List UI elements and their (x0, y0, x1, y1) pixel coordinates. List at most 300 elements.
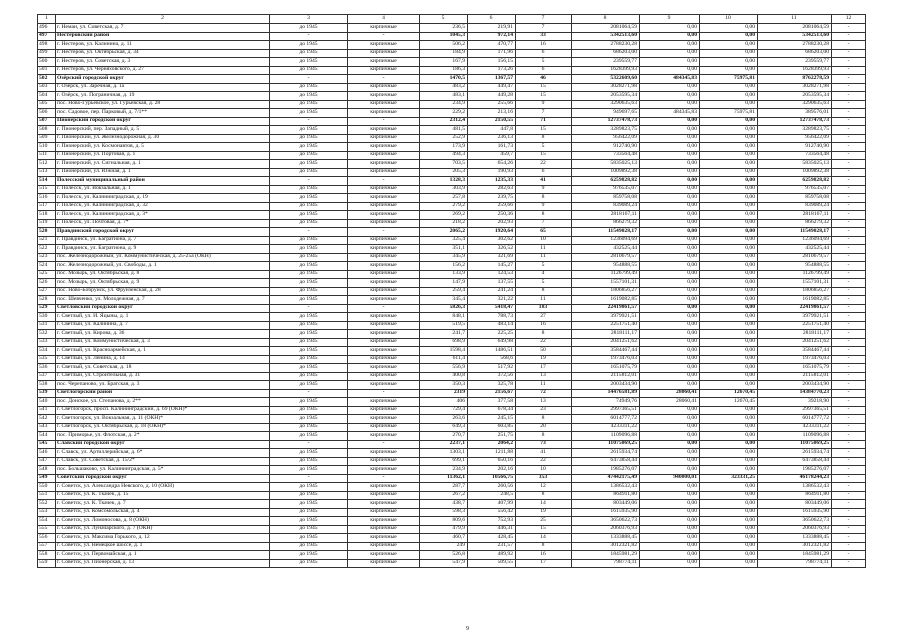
table-cell: кирпичные (348, 355, 420, 364)
table-cell: кирпичные (348, 211, 420, 220)
table-cell: 1973476,03 (758, 355, 832, 364)
table-cell: - (270, 32, 348, 41)
table-cell: 260,56 (468, 483, 516, 492)
table-cell: 516 (38, 194, 56, 203)
table-cell: - (832, 364, 866, 373)
table-cell: 19 (516, 355, 572, 364)
table-row (38, 83, 866, 92)
table-cell: 0,00 (640, 500, 700, 509)
table-cell: 10 (516, 236, 572, 245)
table-cell: 74949,76 (572, 398, 640, 407)
table-row (38, 168, 866, 177)
table-cell: 2150,55 (468, 117, 516, 126)
table-cell: 0,00 (640, 381, 700, 390)
table-cell: до 1945 (270, 381, 348, 390)
table-cell: 4 (516, 270, 572, 279)
table-cell: 0,00 (640, 168, 700, 177)
table-cell: - (348, 304, 420, 313)
table-cell: - (832, 32, 866, 41)
table-cell: 912740,90 (572, 143, 640, 152)
table-cell: 508 (38, 126, 56, 135)
table-cell: - (832, 296, 866, 305)
table-cell: 1045,3 (420, 32, 468, 41)
table-cell: кирпичные (348, 423, 420, 432)
table-cell: 2615934,74 (572, 449, 640, 458)
table-row (38, 500, 866, 509)
table-cell: до 1945 (270, 126, 348, 135)
table-cell: до 1945 (270, 559, 348, 568)
table-cell: 11549028,17 (572, 228, 640, 237)
table-cell: пос. Железнодорожный, ул. Свободы, д. 1 (56, 262, 270, 271)
table-cell: до 1945 (270, 372, 348, 381)
table-cell: 506,2 (420, 41, 468, 50)
table-cell: 509,55 (468, 559, 516, 568)
table-cell: - (270, 440, 348, 449)
table-cell: 236,13 (468, 134, 516, 143)
table-cell: 848,1 (420, 313, 468, 322)
table-cell: 3650622,73 (758, 517, 832, 526)
table-cell: 5 (516, 58, 572, 67)
table-cell: пос. Донское, ул. Степанова, д. 2** (56, 398, 270, 407)
table-cell: 2041251,62 (572, 338, 640, 347)
table-cell: до 1945 (270, 432, 348, 441)
table-cell: 15 (516, 151, 572, 160)
table-cell: 202,16 (468, 466, 516, 475)
table-cell: - (348, 75, 420, 84)
table-cell: - (832, 194, 866, 203)
table-cell: 234,9 (420, 466, 468, 475)
table-cell: до 1945 (270, 321, 348, 330)
table-cell: 0,00 (700, 381, 758, 390)
table-cell: 504 (38, 92, 56, 101)
table-cell: 11 (516, 245, 572, 254)
table-cell: 0,00 (700, 160, 758, 169)
table-cell: 11075069,25 (758, 440, 832, 449)
table-cell: 145,27 (468, 262, 516, 271)
table-row (38, 253, 866, 262)
table-cell: 0,00 (640, 559, 700, 568)
table-cell: 510 (38, 143, 56, 152)
table-cell: 509 (38, 134, 56, 143)
table-row (38, 270, 866, 279)
table-cell: 603,85 (468, 423, 516, 432)
column-number-cell: 9 (640, 15, 700, 24)
table-cell: 0,00 (700, 168, 758, 177)
table-cell: 0,00 (700, 287, 758, 296)
table-cell: 976535,07 (758, 185, 832, 194)
table-cell: 13 (516, 398, 572, 407)
table-cell: 5342513,60 (572, 32, 640, 41)
table-cell: 912740,90 (758, 143, 832, 152)
table-cell: до 1945 (270, 457, 348, 466)
table-cell: 279,2 (420, 202, 468, 211)
table-cell: 2319 (420, 389, 468, 398)
table-cell: г. Советск, ул. Александра Невского, д. 10 (ОКН) (56, 483, 270, 492)
table-cell: 528 (38, 296, 56, 305)
table-row (38, 525, 866, 534)
table-cell: - (832, 117, 866, 126)
table-cell: 649,98 (468, 338, 516, 347)
table-cell: 257,8 (420, 194, 468, 203)
table-cell: пос. Приморье, ул. Флотская, д. 2* (56, 432, 270, 441)
table-cell: 532 (38, 330, 56, 339)
table-cell: 446,31 (468, 525, 516, 534)
table-row (38, 355, 866, 364)
table-cell: 0,00 (640, 194, 700, 203)
table-cell: 15 (516, 126, 572, 135)
table-cell: 0,00 (700, 236, 758, 245)
table-cell: - (832, 483, 866, 492)
table-cell: г. Пионерский, ул. Портовая, д. 1 (56, 151, 270, 160)
table-cell: 1386532,43 (758, 483, 832, 492)
table-cell: 75975,81 (700, 109, 758, 118)
table-cell: 954888,55 (758, 262, 832, 271)
table-cell: - (348, 474, 420, 483)
district-total-row (38, 117, 866, 126)
table-cell: 1845981,29 (572, 551, 640, 560)
table-cell: 1651075,79 (758, 364, 832, 373)
table-cell: г. Светлогорск, ул. Октябрьская, д. 18 (ОКН)* (56, 423, 270, 432)
table-cell: Озёрский городской округ (56, 75, 270, 84)
table-row (38, 92, 866, 101)
table-cell: до 1945 (270, 449, 348, 458)
table-cell: 245,15 (468, 415, 516, 424)
table-cell: 1973476,03 (572, 355, 640, 364)
table-cell: 531 (38, 321, 56, 330)
district-total-row (38, 177, 866, 186)
table-cell: 3012321,82 (572, 542, 640, 551)
table-cell: до 1945 (270, 347, 348, 356)
table-cell: кирпичные (348, 24, 420, 33)
table-row (38, 262, 866, 271)
table-cell: 71 (516, 117, 572, 126)
table-cell: кирпичные (348, 202, 420, 211)
table-row (38, 330, 866, 339)
table-row (38, 372, 866, 381)
table-cell: до 1945 (270, 279, 348, 288)
table-cell: кирпичные (348, 406, 420, 415)
table-cell: г. Советск, ул. Немецкое шоссе, д. 1 (56, 542, 270, 551)
table-cell: 0,00 (700, 134, 758, 143)
table-cell: 557 (38, 542, 56, 551)
table-cell: 1651075,79 (572, 364, 640, 373)
table-cell: 0,00 (700, 432, 758, 441)
table-cell: 0,00 (700, 500, 758, 509)
table-cell: 428,45 (468, 534, 516, 543)
table-cell: 22419861,57 (758, 304, 832, 313)
table-cell: 22 (516, 160, 572, 169)
table-cell: - (832, 245, 866, 254)
table-cell: 33 (516, 32, 572, 41)
table-cell: 0,00 (700, 313, 758, 322)
table-cell: 866279,32 (572, 219, 640, 228)
table-cell: 0,00 (700, 508, 758, 517)
table-cell: 0,00 (700, 177, 758, 186)
table-cell: - (832, 177, 866, 186)
table-cell: Светловский городской округ (56, 304, 270, 313)
table-row (38, 347, 866, 356)
table-cell: 225,25 (468, 330, 516, 339)
table-cell: 535 (38, 355, 56, 364)
table-row (38, 415, 866, 424)
table-cell: кирпичные (348, 279, 420, 288)
table-cell: 541 (38, 406, 56, 415)
table-cell: кирпичные (348, 58, 420, 67)
table-cell: 234,9 (420, 100, 468, 109)
table-cell: 866279,32 (758, 219, 832, 228)
table-cell: - (832, 287, 866, 296)
table-cell: 527 (38, 287, 56, 296)
table-cell: 41 (516, 177, 572, 186)
table-cell: 4233311,22 (758, 423, 832, 432)
table-cell: до 1945 (270, 194, 348, 203)
table-cell: 733564,48 (758, 151, 832, 160)
table-cell: 0,00 (700, 559, 758, 568)
table-row (38, 49, 866, 58)
table-cell: 0,00 (700, 211, 758, 220)
table-cell: 537 (38, 372, 56, 381)
table-cell: до 1945 (270, 245, 348, 254)
table-cell: г. Нестеров, ул. Черняховского, д. 27 (56, 66, 270, 75)
table-cell: 460,7 (420, 534, 468, 543)
table-cell: 15 (516, 525, 572, 534)
table-cell: 3584467,44 (758, 347, 832, 356)
table-cell: 501 (38, 66, 56, 75)
table-cell: 611,4 (420, 355, 468, 364)
table-cell: 686203,00 (572, 49, 640, 58)
table-cell: 519 (38, 219, 56, 228)
table-cell: 2818167,11 (572, 211, 640, 220)
table-cell: до 1945 (270, 92, 348, 101)
table-cell: 2041251,62 (758, 338, 832, 347)
column-number-cell: 8 (572, 15, 640, 24)
table-cell: г. Полесск, ул. Вокзальная, д. 1 (56, 185, 270, 194)
table-cell: 218,2 (420, 219, 468, 228)
table-cell: - (832, 559, 866, 568)
table-cell: 0,00 (700, 440, 758, 449)
table-cell: - (832, 347, 866, 356)
table-cell: 205,3 (420, 168, 468, 177)
table-cell: до 1945 (270, 83, 348, 92)
table-cell: г. Светлый, ул. Красноармейская, д. 1 (56, 347, 270, 356)
table-cell: 0,00 (640, 330, 700, 339)
table-cell: 0,00 (640, 372, 700, 381)
table-cell: 8 (516, 287, 572, 296)
table-cell: 8762278,59 (758, 75, 832, 84)
table-cell: кирпичные (348, 49, 420, 58)
table-cell: 0,00 (640, 449, 700, 458)
table-cell: 515 (38, 185, 56, 194)
table-row (38, 236, 866, 245)
table-cell: 20 (516, 423, 572, 432)
table-cell: 171,96 (468, 49, 516, 58)
table-row (38, 160, 866, 169)
table-row (38, 466, 866, 475)
table-cell: 526,8 (420, 551, 468, 560)
table-cell: г. Полесск, ул. Калининградская, д. 19 (56, 194, 270, 203)
table-cell: 503 (38, 83, 56, 92)
table-cell: до 1945 (270, 364, 348, 373)
column-number-cell: 3 (270, 15, 348, 24)
table-cell: - (832, 211, 866, 220)
table-cell: 5322609,60 (572, 75, 640, 84)
table-cell: 270,7 (420, 432, 468, 441)
table-cell: 0,00 (640, 143, 700, 152)
table-cell: - (348, 389, 420, 398)
table-row (38, 126, 866, 135)
table-cell: - (832, 440, 866, 449)
table-cell: 940000,01 (640, 474, 700, 483)
table-cell: 3028271,98 (758, 83, 832, 92)
table-cell: - (832, 474, 866, 483)
table-row (38, 457, 866, 466)
table-cell: 555 (38, 525, 56, 534)
table-cell: 0,00 (700, 449, 758, 458)
column-number-header-row (38, 15, 866, 24)
table-cell: 3290635,63 (758, 100, 832, 109)
table-cell: 523 (38, 253, 56, 262)
table-cell: 0,00 (640, 24, 700, 33)
table-row (38, 143, 866, 152)
table-cell: кирпичные (348, 491, 420, 500)
table-cell: 1333888,45 (572, 534, 640, 543)
table-cell: 512 (38, 160, 56, 169)
table-cell: 137,55 (468, 279, 516, 288)
table-cell: 6259828,82 (758, 177, 832, 186)
table-cell: 8 (516, 415, 572, 424)
table-cell: кирпичные (348, 517, 420, 526)
table-cell: 0,00 (700, 143, 758, 152)
table-cell: 14384770,23 (758, 389, 832, 398)
table-cell: 1009892,38 (758, 168, 832, 177)
table-cell: г. Пионерский, ул. Южная, д. 1 (56, 168, 270, 177)
table-cell: 5826,3 (420, 304, 468, 313)
table-cell: кирпичные (348, 483, 420, 492)
table-cell: 16 (516, 41, 572, 50)
table-cell: 1615935,90 (572, 508, 640, 517)
table-cell: - (832, 508, 866, 517)
table-cell: - (832, 58, 866, 67)
table-cell: до 1945 (270, 491, 348, 500)
table-cell: 525 (38, 270, 56, 279)
table-row (38, 534, 866, 543)
table-row (38, 551, 866, 560)
table-cell: до 1945 (270, 262, 348, 271)
table-cell: 520 (38, 228, 56, 237)
column-number-cell: 7 (516, 15, 572, 24)
table-cell: 1486,51 (468, 347, 516, 356)
table-cell: 5 (516, 279, 572, 288)
table-cell: 839089,24 (758, 202, 832, 211)
table-cell: г. Светлый, ул. Строительная, д. 31 (56, 372, 270, 381)
district-total-row (38, 474, 866, 483)
table-row (38, 398, 866, 407)
table-cell: 3290635,63 (572, 100, 640, 109)
table-cell: 11362,1 (420, 474, 468, 483)
table-cell: 2312,4 (420, 117, 468, 126)
table-cell: 6259828,82 (572, 177, 640, 186)
table-cell: 259,4 (420, 287, 468, 296)
table-cell: 287,7 (420, 483, 468, 492)
table-cell: 686203,00 (758, 49, 832, 58)
table-cell: 954888,55 (572, 262, 640, 271)
table-cell: 650,16 (468, 457, 516, 466)
table-cell: 28060,41 (640, 389, 700, 398)
table-cell: 350,3 (420, 381, 468, 390)
table-cell: 432525,44 (758, 245, 832, 254)
table-cell: 0,00 (700, 202, 758, 211)
table-cell: 556,9 (420, 364, 468, 373)
table-cell: 202,93 (468, 219, 516, 228)
table-cell: 654,26 (468, 160, 516, 169)
table-cell: 22 (516, 457, 572, 466)
table-cell: Славский городской округ (56, 440, 270, 449)
table-cell: г. Нестеров, ул. Калинина, д. 11 (56, 41, 270, 50)
table-cell: 1109096,88 (758, 432, 832, 441)
table-cell: кирпичные (348, 151, 420, 160)
table-cell: 536 (38, 364, 56, 373)
table-cell: 5342513,60 (758, 32, 832, 41)
table-cell: - (270, 228, 348, 237)
table-cell: 9 (516, 185, 572, 194)
table-cell: - (832, 92, 866, 101)
table-cell: до 1945 (270, 211, 348, 220)
table-cell: 864911,80 (758, 491, 832, 500)
table-cell: 1211,88 (468, 449, 516, 458)
table-cell: 1985276,07 (572, 466, 640, 475)
table-cell: 1628399,93 (572, 66, 640, 75)
table-cell: 0,00 (700, 32, 758, 41)
table-cell: - (832, 126, 866, 135)
table-cell: 2615934,74 (758, 449, 832, 458)
table-cell: до 1945 (270, 168, 348, 177)
table-cell: 1619082,85 (572, 296, 640, 305)
table-cell: 65 (516, 228, 572, 237)
table-cell: 0,00 (640, 41, 700, 50)
table-cell: кирпичные (348, 542, 420, 551)
table-cell: 190,93 (468, 168, 516, 177)
table-cell: 3979921,51 (572, 313, 640, 322)
table-cell: 0,00 (700, 355, 758, 364)
table-cell: 259,66 (468, 202, 516, 211)
table-cell: 0,00 (640, 177, 700, 186)
table-cell: 530 (38, 313, 56, 322)
table-cell: 239,75 (468, 194, 516, 203)
table-cell: 2081064,59 (758, 24, 832, 33)
table-cell: 496 (38, 24, 56, 33)
table-row (38, 109, 866, 118)
table-cell: 4233311,22 (572, 423, 640, 432)
table-cell: кирпичные (348, 185, 420, 194)
table-cell: 1598,4 (420, 347, 468, 356)
table-cell: кирпичные (348, 432, 420, 441)
table-cell: 0,00 (700, 92, 758, 101)
table-cell: до 1945 (270, 355, 348, 364)
table-cell: 549 (38, 474, 56, 483)
table-cell: - (348, 440, 420, 449)
table-cell: 489,92 (468, 551, 516, 560)
table-cell: 524 (38, 262, 56, 271)
table-cell: 0,00 (700, 491, 758, 500)
table-cell: 511 (38, 151, 56, 160)
table-row (38, 338, 866, 347)
table-cell: 282,63 (468, 185, 516, 194)
table-cell: кирпичные (348, 381, 420, 390)
table-cell: 649,3 (420, 423, 468, 432)
table-cell: 518 (38, 211, 56, 220)
table-cell: 2003434,90 (572, 381, 640, 390)
table-cell: 2997365,51 (758, 406, 832, 415)
